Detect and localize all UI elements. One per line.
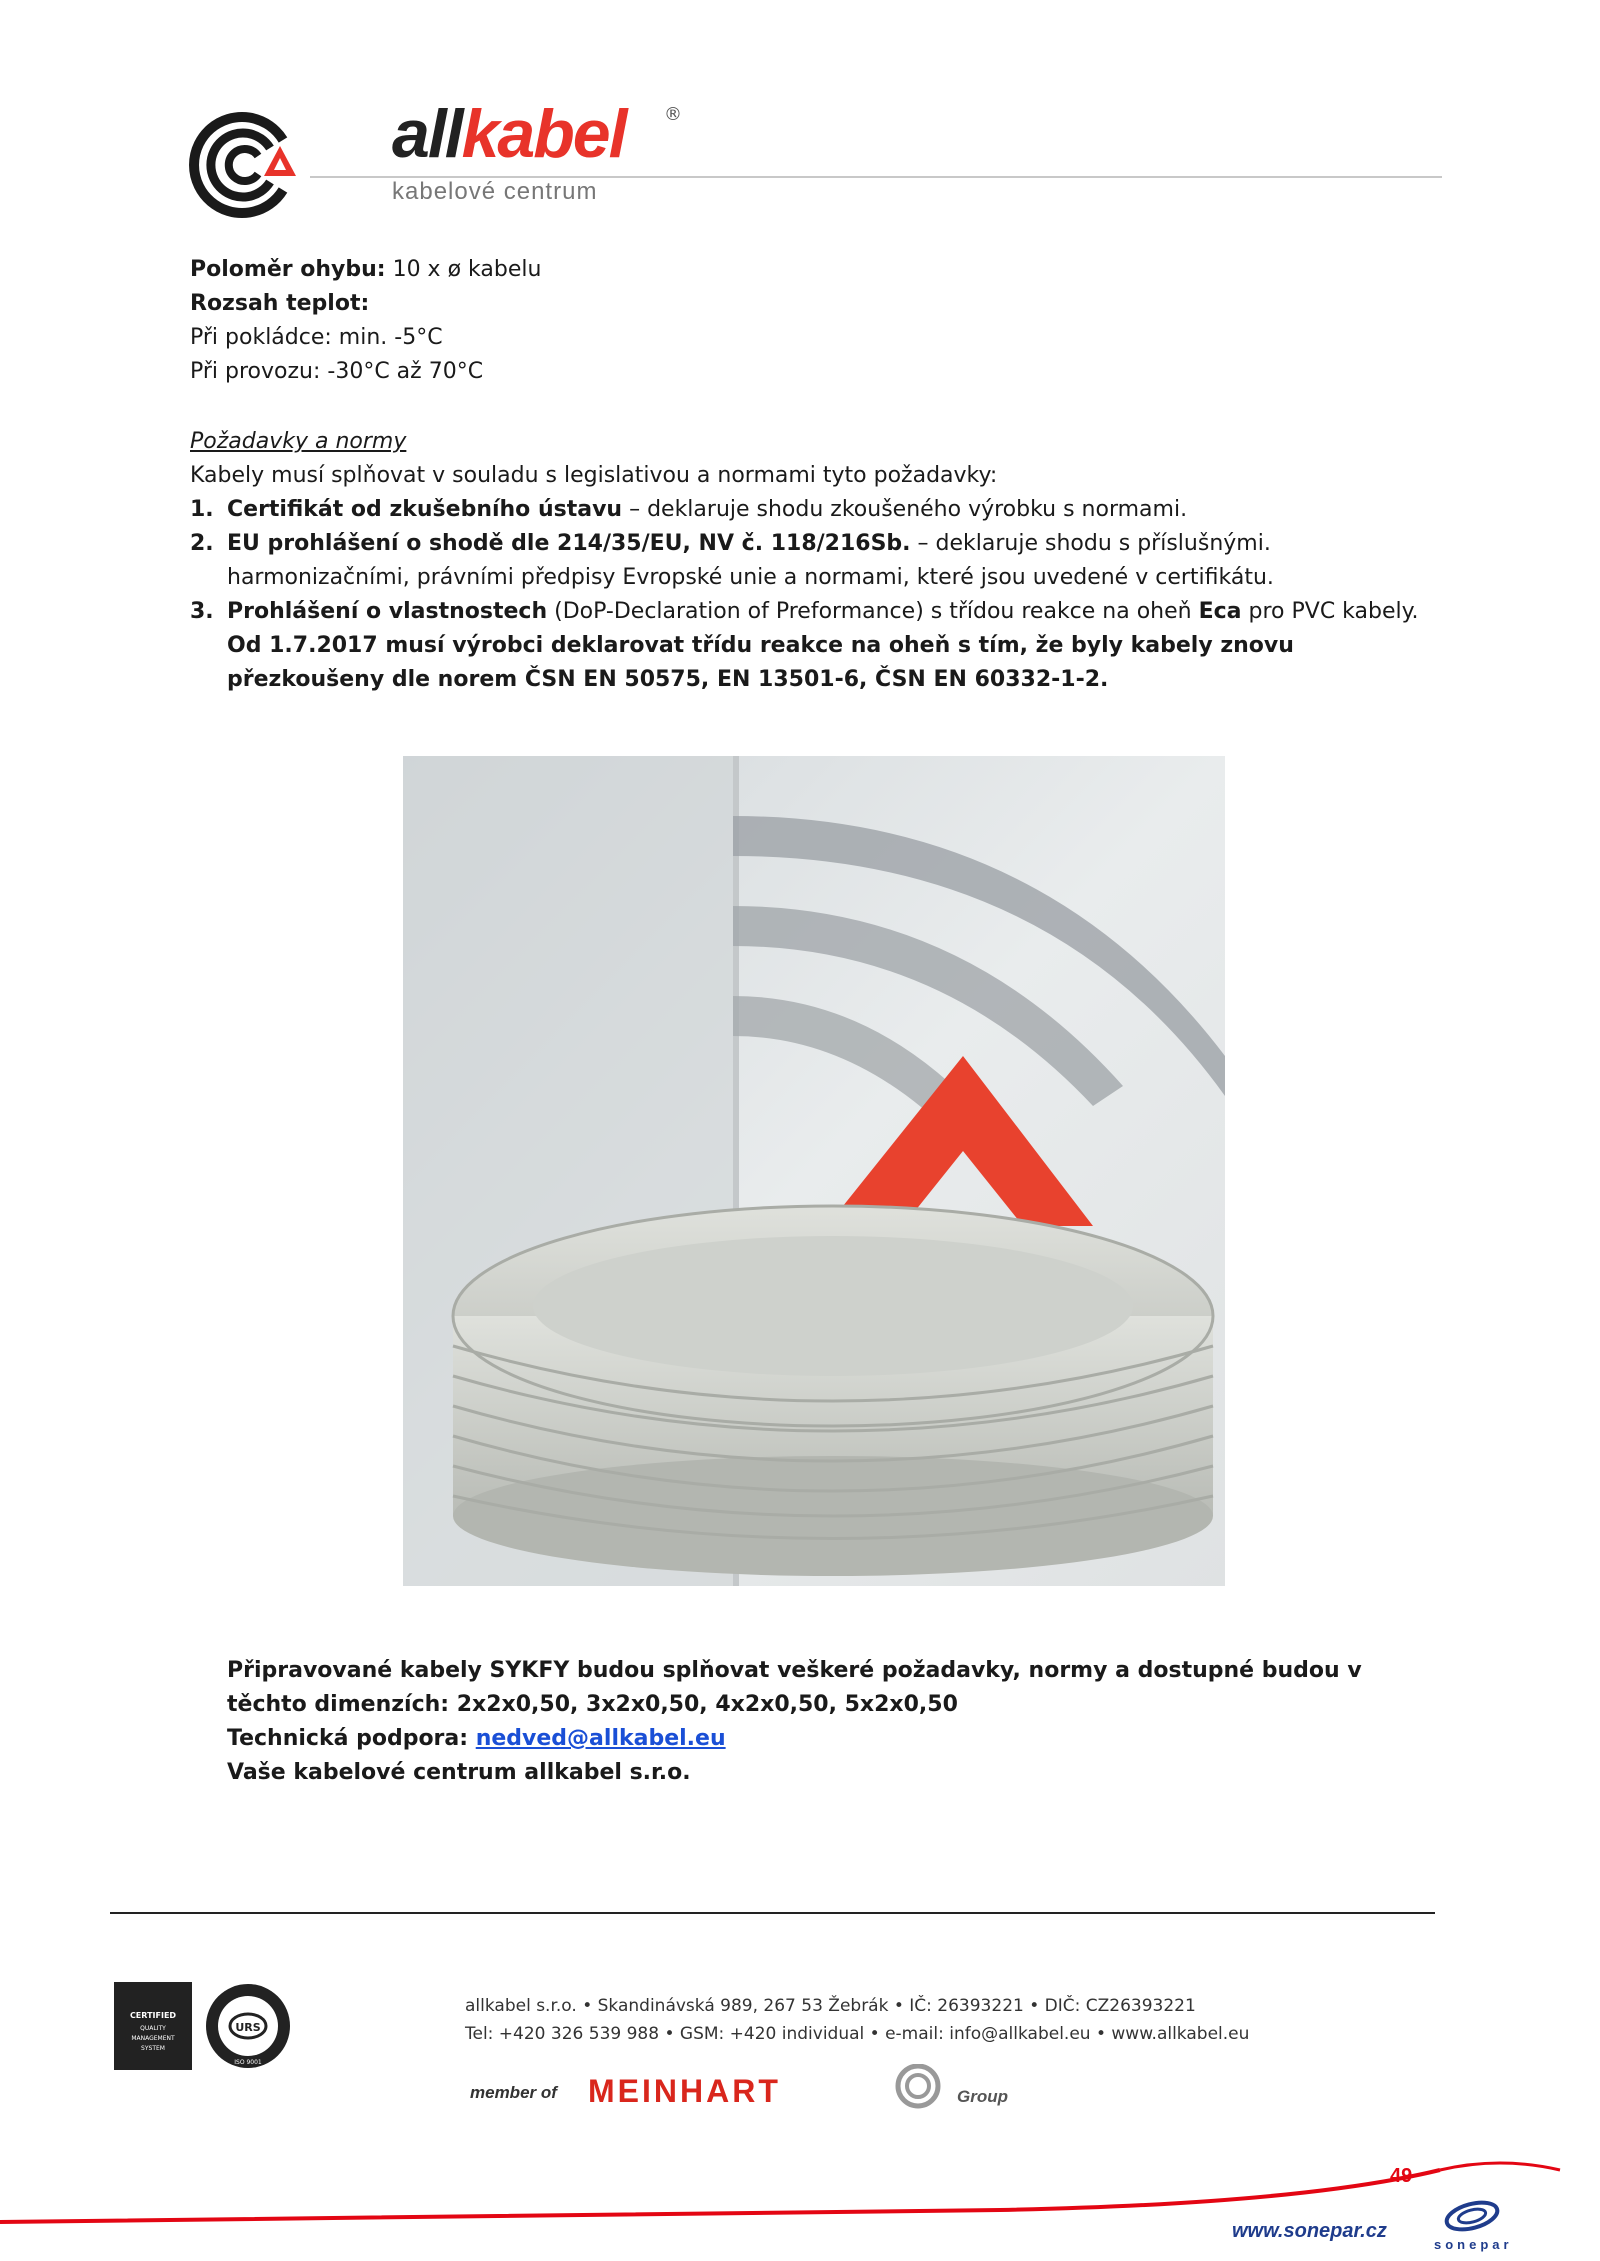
list-item-text: – deklaruje shodu zkoušeného výrobku s normami. — [622, 497, 1188, 522]
requirements-lead: Kabely musí splňovat v souladu s legislativou a normami tyto požadavky: — [190, 463, 998, 488]
list-item — [190, 595, 1450, 697]
list-item-number: 2. — [190, 531, 214, 556]
company-address — [465, 1992, 1249, 2048]
brand-wordmark-all: all — [392, 96, 462, 172]
svg-text:ISO 9001: ISO 9001 — [234, 2059, 262, 2066]
list-item — [190, 493, 1450, 527]
svg-text:URS: URS — [235, 2021, 261, 2034]
brand-wordmark — [392, 96, 626, 172]
bend-radius-label: Poloměr ohybu: — [190, 257, 386, 282]
cable-specs — [190, 253, 1440, 389]
list-item-title: Prohlášení o vlastnostech — [227, 599, 548, 624]
requirements-section — [190, 425, 1450, 697]
bend-radius-value: 10 x ø kabelu — [385, 257, 542, 282]
list-item-number: 3. — [190, 599, 214, 624]
list-item-title: Certifikát od zkušebního ústavu — [227, 497, 623, 522]
svg-text:SYSTEM: SYSTEM — [141, 2045, 165, 2052]
temperature-laying: Při pokládce: min. -5°C — [190, 325, 443, 350]
support-label: Technická podpora: — [227, 1726, 476, 1751]
sonepar-swoosh — [0, 2150, 1600, 2261]
svg-text:CERTIFIED: CERTIFIED — [129, 2011, 177, 2020]
bend-radius-line — [190, 253, 1440, 287]
requirements-heading: Požadavky a normy — [190, 429, 407, 454]
svg-text:MEINHART: MEINHART — [588, 2073, 781, 2109]
svg-text:Group: Group — [957, 2087, 1008, 2106]
registered-mark: ® — [664, 104, 682, 125]
footer-rule — [110, 1912, 1435, 1914]
closing-line: Vaše kabelové centrum allkabel s.r.o. — [227, 1760, 691, 1785]
conclusion — [227, 1654, 1427, 1790]
certified-quality-badge — [110, 1978, 308, 2074]
list-item-text: – deklaruje shodu s příslušnými. harmonizačními, právními předpisy Evropské unie a normami, které jsou uvedené v certifikátu. — [227, 531, 1274, 590]
svg-text:MANAGEMENT: MANAGEMENT — [131, 2035, 175, 2042]
requirements-list — [190, 493, 1450, 697]
brand-wordmark-kabel: kabel — [461, 96, 626, 172]
list-item-text-tail: pro PVC kabely. — [1241, 599, 1419, 624]
address-line: allkabel s.r.o. • Skandinávská 989, 267 53 Žebrák • IČ: 26393221 • DIČ: CZ26393221 — [465, 1996, 1196, 2016]
list-item-bold-note: Od 1.7.2017 musí výrobci deklarovat třídu reakce na oheň s tím, že byly kabely znovu přezkoušeny dle norem ČSN EN 50575, EN 13501-6, ČSN EN 60332-1-2. — [227, 633, 1294, 692]
fire-class-eca: Eca — [1198, 599, 1242, 624]
cable-coil-photo — [403, 756, 1225, 1586]
contact-line: Tel: +420 326 539 988 • GSM: +420 individual • e-mail: info@allkabel.eu • www.allkabel.eu — [465, 2024, 1250, 2044]
svg-text:QUALITY: QUALITY — [140, 2025, 166, 2032]
temperature-range-label: Rozsah teplot: — [190, 291, 370, 316]
allkabel-logo-icon — [188, 110, 308, 220]
list-item — [190, 527, 1450, 595]
sonepar-url: www.sonepar.cz — [1232, 2220, 1387, 2242]
list-item-number: 1. — [190, 497, 214, 522]
temperature-operation: Při provozu: -30°C až 70°C — [190, 359, 484, 384]
conclusion-text: Připravované kabely SYKFY budou splňovat veškeré požadavky, normy a dostupné budou v těchto dimenzích: 2x2x0,50, 3x2x0,50, 4x2x0,50, 5x2x0,50 — [227, 1658, 1362, 1717]
page-number: 49 — [1390, 2165, 1413, 2187]
list-item-text: (DoP-Declaration of Preformance) s třídou reakce na oheň — [547, 599, 1199, 624]
support-email-link[interactable]: nedved@allkabel.eu — [475, 1726, 726, 1751]
support-line — [227, 1722, 1427, 1756]
brand-subtitle: kabelové centrum — [392, 178, 598, 205]
svg-text:member of: member of — [470, 2083, 557, 2102]
list-item-title: EU prohlášení o shodě dle 214/35/EU, NV č. 118/216Sb. — [227, 531, 911, 556]
sonepar-wordmark: sonepar — [1434, 2237, 1513, 2252]
meinhart-group-member-logo — [470, 2064, 1030, 2112]
